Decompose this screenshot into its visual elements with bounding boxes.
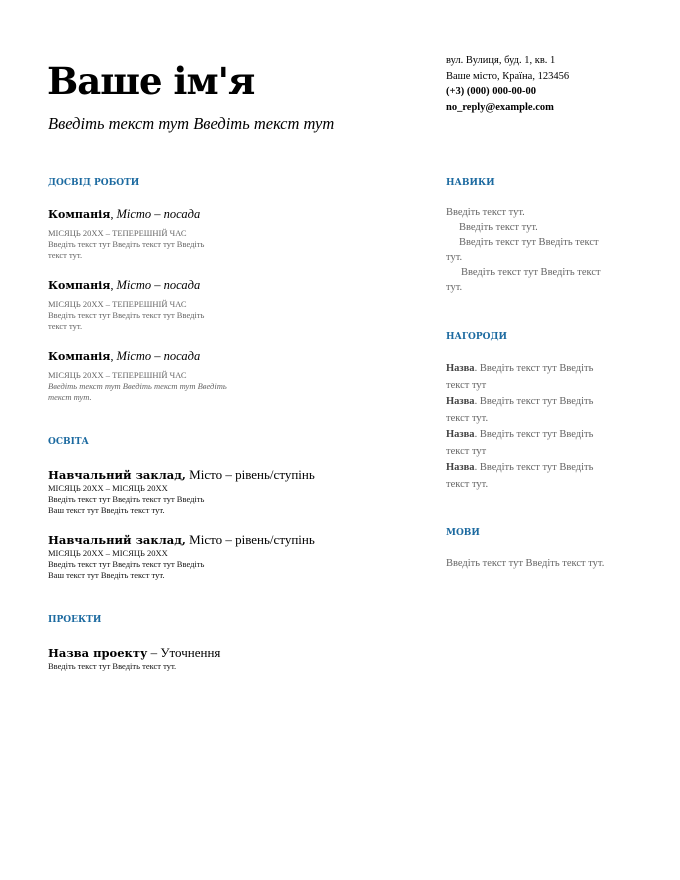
company-name: Компанія [48, 350, 111, 363]
award-text: текст тут [446, 379, 487, 391]
skill-line: Введіть текст тут Введіть текст [461, 267, 601, 278]
award-name: Назва [446, 462, 475, 473]
school-desc-line: Ваш текст тут Введіть текст тут. [48, 570, 165, 580]
school-desc-line: Ваш текст тут Введіть текст тут. [48, 505, 165, 515]
school-name: Навчальний заклад, [48, 533, 186, 547]
section-title-languages: МОВИ [446, 528, 480, 538]
skill-line: тут. [446, 252, 463, 263]
school-desc-line: Введіть текст тут Введіть текст тут Введіть [48, 494, 205, 504]
award-item [446, 427, 616, 460]
company-name: Компанія [48, 208, 111, 221]
award-text: . Введіть текст тут Введіть [474, 363, 594, 374]
school-name: Навчальний заклад, [48, 468, 186, 482]
job-dates: МІСЯЦЬ 20XX – ТЕПЕРЕШНІЙ ЧАС [48, 299, 187, 309]
project-item [48, 645, 220, 672]
project-detail: – Уточнення [147, 645, 221, 660]
section-title-projects: ПРОЕКТИ [48, 615, 102, 625]
languages-text: Введіть текст тут Введіть текст тут. [446, 558, 605, 569]
school-detail: Місто – рівень/ступінь [185, 467, 315, 482]
email: no_reply@example.com [446, 101, 554, 113]
award-item [446, 361, 616, 394]
address-line-1: вул. Вулиця, буд. 1, кв. 1 [446, 55, 556, 66]
project-desc: Введіть текст тут Введіть текст тут. [48, 661, 177, 671]
award-text: . Введіть текст тут Введіть [474, 396, 594, 407]
experience-item [48, 349, 227, 403]
award-text: текст тут. [446, 412, 489, 424]
school-title [48, 532, 315, 548]
job-title [48, 278, 204, 293]
resume-tagline: Введіть текст тут Введіть текст тут [48, 114, 335, 133]
section-title-education: ОСВІТА [48, 437, 89, 447]
award-name: Назва [446, 429, 475, 440]
school-desc-line: Введіть текст тут Введіть текст тут Введіть [48, 559, 205, 569]
job-role: Місто – посада [116, 207, 201, 221]
job-dates: МІСЯЦЬ 20XX – ТЕПЕРЕШНІЙ ЧАС [48, 228, 187, 238]
award-item [446, 460, 616, 493]
job-desc-line: текст тут. [48, 321, 83, 331]
project-title [48, 645, 220, 661]
section-title-experience: ДОСВІД РОБОТИ [48, 178, 140, 188]
award-name: Назва [446, 363, 475, 374]
education-item [48, 467, 315, 516]
job-desc-line: Введіть текст тут Введіть текст тут Введіть [48, 239, 205, 249]
address-line-2: Ваше місто, Країна, 123456 [446, 70, 570, 82]
award-text: . Введіть текст тут Введіть [474, 429, 594, 440]
awards-list [446, 361, 616, 493]
job-desc-line: текст тут. [48, 392, 92, 402]
award-item [446, 394, 616, 427]
skills-list [446, 205, 616, 295]
award-name: Назва [446, 396, 475, 407]
education-item [48, 532, 315, 581]
job-dates: МІСЯЦЬ 20XX – ТЕПЕРЕШНІЙ ЧАС [48, 370, 187, 380]
phone: (+3) (000) 000-00-00 [446, 86, 536, 97]
job-title [48, 349, 227, 364]
separator: , [110, 278, 117, 292]
resume-name: Ваше ім'я [47, 59, 255, 103]
award-text: текст тут. [446, 478, 489, 490]
school-dates: МІСЯЦЬ 20XX – МІСЯЦЬ 20XX [48, 483, 168, 493]
school-dates: МІСЯЦЬ 20XX – МІСЯЦЬ 20XX [48, 548, 168, 558]
job-title [48, 207, 204, 222]
experience-item [48, 278, 204, 332]
company-name: Компанія [48, 279, 111, 292]
job-desc-line: текст тут. [48, 250, 83, 260]
section-title-awards: НАГОРОДИ [446, 332, 508, 342]
separator: , [110, 349, 117, 363]
experience-item [48, 207, 204, 261]
school-title [48, 467, 315, 483]
job-desc-line: Введіть текст тут Введіть текст тут Введіть [48, 310, 205, 320]
skill-line: Введіть текст тут. [446, 207, 525, 218]
contact-block [446, 53, 569, 115]
job-role: Місто – посада [116, 278, 201, 292]
skill-line: Введіть текст тут. [459, 222, 538, 233]
award-text: текст тут [446, 445, 487, 457]
separator: , [110, 207, 117, 221]
skill-line: Введіть текст тут Введіть текст [459, 237, 599, 248]
job-role: Місто – посада [116, 349, 201, 363]
award-text: . Введіть текст тут Введіть [474, 462, 594, 473]
skill-line: тут. [446, 282, 463, 293]
job-desc-line: Введіть текст тут Введіть текст тут Введіть [48, 381, 227, 391]
school-detail: Місто – рівень/ступінь [185, 532, 315, 547]
project-name: Назва проекту [48, 646, 148, 660]
section-title-skills: НАВИКИ [446, 178, 495, 188]
